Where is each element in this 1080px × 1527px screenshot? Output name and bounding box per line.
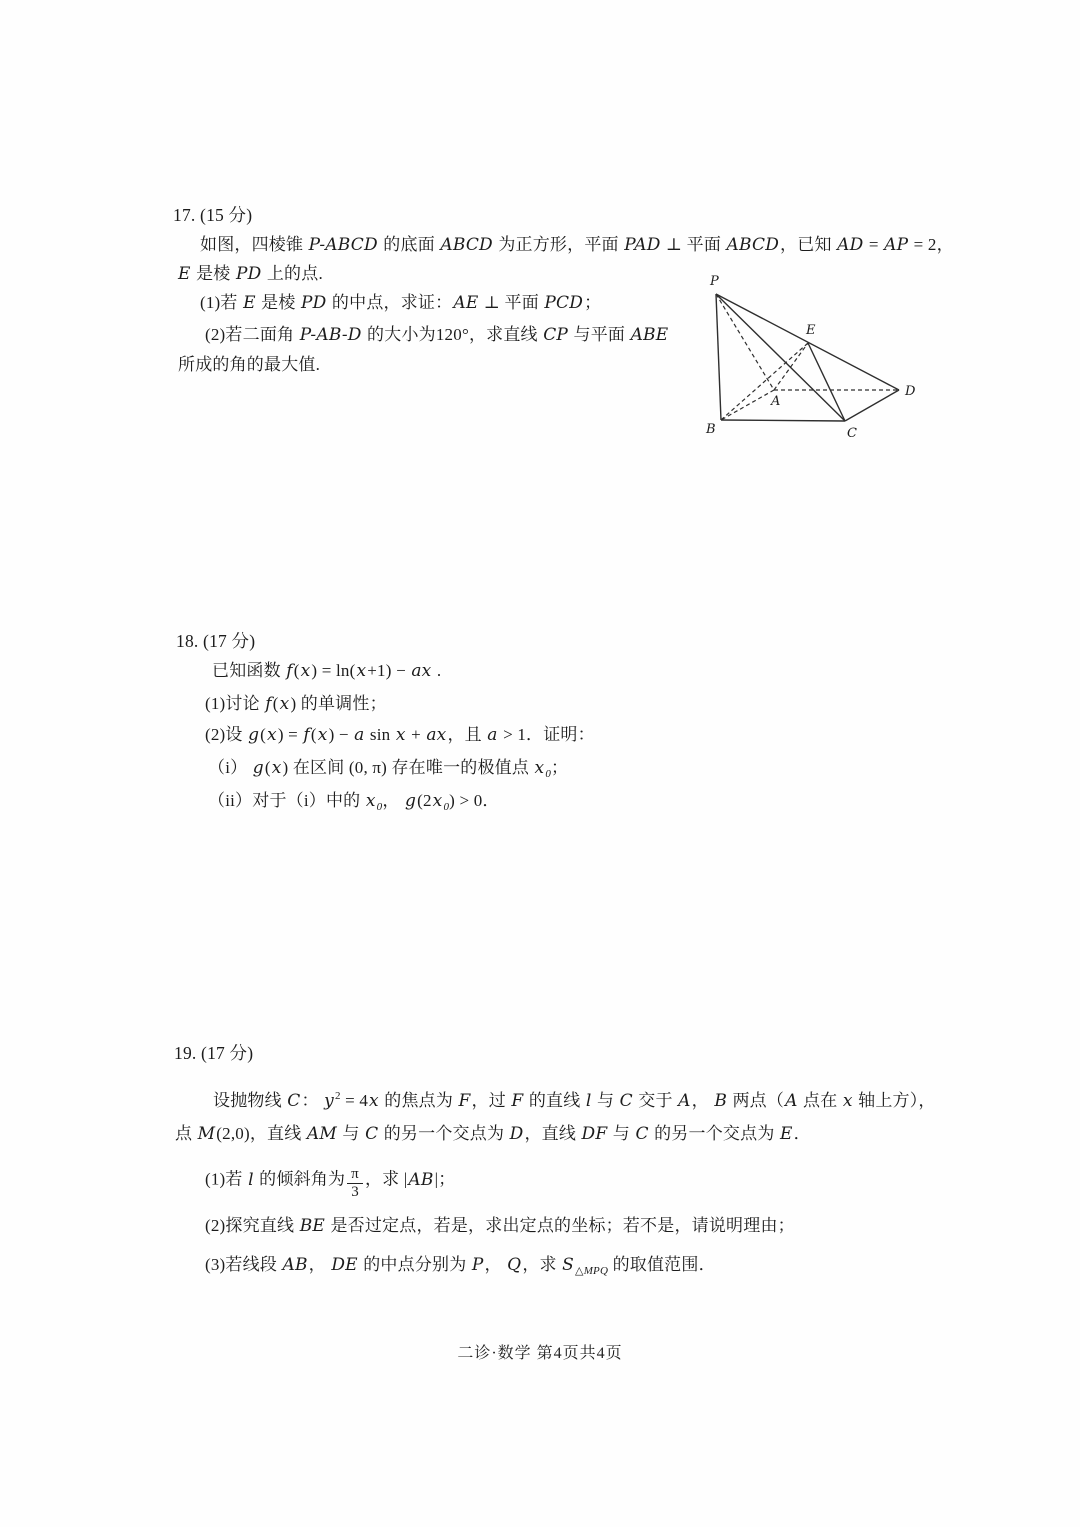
text-segment: f	[286, 661, 293, 681]
text-segment: x	[369, 1091, 379, 1111]
text-segment: ；	[551, 758, 569, 777]
text-segment: (2	[417, 791, 432, 810]
text-segment: x	[534, 758, 545, 778]
text-segment: 点	[175, 1124, 197, 1143]
text-segment: (	[264, 758, 271, 777]
text-segment: x	[300, 661, 311, 681]
text-segment: AE	[453, 293, 479, 313]
text-segment: ) = ln(	[311, 661, 356, 680]
text-segment: l	[248, 1169, 254, 1190]
text-segment: ax	[411, 661, 432, 681]
text-segment: F	[458, 1091, 471, 1111]
text-segment: ，	[484, 1255, 507, 1274]
vertex-label-D: D	[905, 384, 916, 399]
vertex-label-E: E	[806, 323, 816, 338]
text-segment: F	[511, 1091, 524, 1111]
text-segment: 的直线	[524, 1091, 585, 1110]
text-segment: (1)讨论	[205, 694, 265, 713]
text-segment: ABE	[630, 325, 669, 345]
text-segment: = 4	[340, 1091, 369, 1110]
edge-AE-hidden	[774, 343, 808, 390]
edge-CD	[845, 390, 899, 421]
text-segment: x	[432, 791, 443, 811]
text-segment: P	[471, 1255, 484, 1275]
text-segment: ABCD	[726, 235, 780, 255]
text-segment: S	[562, 1255, 575, 1275]
text-segment: (	[310, 725, 317, 744]
text-segment: ，直线	[524, 1124, 581, 1143]
text-segment: 上的点.	[262, 264, 323, 283]
text-segment: ，过	[471, 1091, 511, 1110]
text-segment: B	[714, 1091, 728, 1111]
pyramid-figure	[692, 270, 934, 456]
text-segment: 与	[337, 1124, 365, 1143]
text-segment: D	[509, 1124, 524, 1144]
text-segment: 所成的角的最大值.	[178, 355, 321, 374]
edge-AB-hidden	[721, 390, 774, 420]
text-segment: (1)若	[205, 1169, 248, 1189]
text-segment: 与	[592, 1091, 619, 1110]
text-segment: 两点（	[728, 1091, 785, 1110]
text-segment: 0	[443, 801, 450, 813]
text-segment: ) > 0．	[449, 791, 500, 810]
text-segment: E	[178, 264, 191, 284]
text-segment: AB	[408, 1169, 434, 1190]
text-segment: (1)若	[200, 293, 243, 312]
edge-EC	[808, 343, 845, 421]
q17-part-1	[200, 290, 601, 316]
text-segment: E	[780, 1124, 793, 1144]
q17-part-2	[205, 322, 669, 348]
text-segment: DF	[581, 1124, 608, 1144]
text-segment: f	[303, 725, 310, 745]
text-segment: ，已知	[780, 235, 837, 254]
text-segment: x	[317, 725, 328, 745]
text-segment: 是棱	[191, 264, 235, 283]
text-segment: 的另一个交点为	[379, 1124, 509, 1143]
text-segment: C	[619, 1091, 633, 1111]
text-segment: （ii）对于（i）中的	[208, 791, 365, 810]
text-segment: (	[260, 725, 267, 744]
q17-intro-line-1	[200, 232, 954, 258]
page-footer: 二诊·数学 第4页共4页	[457, 1345, 623, 1362]
text-segment: Q	[507, 1255, 522, 1275]
q18-part-1	[205, 691, 387, 717]
text-segment: ) 的单调性；	[290, 694, 387, 713]
text-segment: (2)设	[205, 725, 248, 744]
text-segment: x	[356, 661, 367, 681]
text-segment: (	[293, 661, 300, 680]
text-segment: a	[354, 725, 365, 745]
text-segment: C	[365, 1124, 379, 1144]
text-segment: 是棱	[256, 293, 301, 312]
text-segment: ) −	[328, 725, 354, 744]
text-segment: ABCD	[440, 235, 493, 255]
text-segment: 的中点，求证：	[327, 293, 453, 312]
text-segment: ，且	[447, 725, 487, 744]
text-segment: ，求 |	[364, 1169, 408, 1189]
text-segment: (	[272, 694, 279, 713]
vertex-label-A: A	[771, 394, 781, 409]
text-segment: (2)若二面角	[205, 325, 299, 344]
text-segment: PAD	[624, 235, 661, 255]
text-segment: x	[395, 725, 406, 745]
text-segment: ：	[301, 1091, 324, 1110]
text-segment: y	[324, 1091, 334, 1111]
edge-PD	[716, 294, 899, 390]
text-segment: 如图，四棱锥	[200, 235, 308, 254]
text-segment: 的大小为120°，求直线	[362, 325, 543, 344]
text-segment: =	[864, 235, 884, 254]
text-segment: x	[279, 694, 290, 714]
text-segment: (3)若线段	[205, 1255, 282, 1274]
text-segment: ，求	[522, 1255, 562, 1274]
text-segment: ，	[382, 791, 404, 810]
text-segment: 轴上方），	[853, 1091, 936, 1110]
edge-PC	[716, 294, 845, 421]
text-segment: ) =	[277, 725, 303, 744]
q18-heading: 18. (17 分)	[176, 631, 256, 651]
text-segment: △MPQ	[575, 1265, 609, 1277]
text-segment: > 1．证明：	[498, 725, 595, 744]
text-segment: E	[243, 293, 256, 313]
text-segment: ax	[426, 725, 447, 745]
text-segment: f	[265, 694, 272, 714]
text-segment: g	[404, 791, 417, 811]
text-segment: A	[785, 1091, 798, 1111]
text-segment: 是否过定点，若是，求出定点的坐标；若不是，请说明理由；	[326, 1216, 795, 1235]
q19-heading: 19. (17 分)	[174, 1043, 254, 1063]
text-segment: x	[842, 1091, 853, 1111]
text-segment: C	[635, 1124, 649, 1144]
text-segment: P-AB-D	[299, 325, 362, 345]
text-segment: (2,0)，直线	[216, 1124, 306, 1143]
text-segment: g	[248, 725, 260, 745]
text-segment: g	[252, 758, 264, 778]
text-segment: 设抛物线	[213, 1091, 287, 1110]
q19-part-3	[205, 1252, 716, 1284]
pyramid-figure-svg	[692, 270, 934, 456]
edge-BE-hidden	[721, 343, 808, 420]
text-segment: M	[197, 1124, 216, 1144]
text-segment: .	[432, 661, 442, 680]
text-segment: C	[287, 1091, 301, 1111]
q18-part-2-ii	[208, 788, 500, 820]
text-segment: 0	[376, 801, 383, 813]
text-segment: 的底面	[378, 235, 440, 254]
q19-part-2	[205, 1213, 795, 1239]
text-segment: 的中点分别为	[358, 1255, 471, 1274]
text-segment: AB	[282, 1255, 308, 1275]
text-segment: ．	[793, 1124, 811, 1143]
text-segment: +	[406, 725, 426, 744]
q18-part-2	[205, 722, 595, 748]
text-segment: 已知函数	[212, 661, 286, 680]
text-segment: ，	[691, 1091, 714, 1110]
text-segment: ⊥ 平面	[661, 235, 726, 254]
text-segment: x	[365, 791, 376, 811]
text-segment: 的倾斜角为	[254, 1169, 346, 1189]
text-segment: A	[678, 1091, 691, 1111]
text-segment: l	[585, 1091, 592, 1111]
text-segment: 的焦点为	[379, 1091, 458, 1110]
text-segment: ) 在区间 (0, π) 存在唯一的极值点	[282, 758, 534, 777]
q19-intro-line-2	[175, 1121, 811, 1147]
text-segment: ；	[584, 293, 602, 312]
edge-BC	[721, 420, 845, 421]
vertex-label-B: B	[706, 422, 716, 437]
text-segment: +1) −	[367, 661, 411, 680]
text-segment: （i）	[208, 758, 252, 777]
text-segment: sin	[365, 725, 395, 744]
text-segment: 0	[545, 768, 552, 780]
text-segment: 与平面	[569, 325, 630, 344]
q19-part-1	[205, 1166, 455, 1200]
vertex-label-C: C	[847, 426, 857, 441]
fraction: $\frac{\pi}{3}$	[347, 1166, 363, 1200]
text-segment: AD	[837, 235, 864, 255]
text-segment: PD	[235, 264, 262, 284]
text-segment: DE	[331, 1255, 358, 1275]
q17-heading: 17. (15 分)	[173, 205, 253, 225]
text-segment: 与	[608, 1124, 635, 1143]
text-segment: x	[267, 725, 277, 745]
q18-part-2-i	[208, 755, 568, 787]
edge-PB	[716, 294, 721, 420]
vertex-label-P: P	[710, 274, 719, 289]
text-segment: |；	[434, 1169, 456, 1189]
text-segment: x	[271, 758, 282, 778]
text-segment: AP	[884, 235, 909, 255]
text-segment: 交于	[633, 1091, 678, 1110]
text-segment: PCD	[544, 293, 584, 313]
q19-intro-line-1	[213, 1083, 936, 1114]
text-segment: ，	[308, 1255, 331, 1274]
text-segment: (2)探究直线	[205, 1216, 299, 1235]
text-segment: AM	[306, 1124, 337, 1144]
text-segment: a	[487, 725, 498, 745]
text-segment: = 2，	[909, 235, 954, 254]
q17-intro-line-2	[177, 261, 323, 287]
text-segment: PD	[301, 293, 327, 313]
text-segment: P-ABCD	[308, 235, 378, 255]
q18-intro-line	[212, 658, 441, 684]
text-segment: 为正方形，平面	[493, 235, 624, 254]
text-segment: BE	[299, 1216, 325, 1236]
text-segment: ⊥ 平面	[479, 293, 544, 312]
text-segment: 的取值范围．	[608, 1255, 716, 1274]
text-segment: CP	[543, 325, 569, 345]
text-segment: 的另一个交点为	[649, 1124, 779, 1143]
text-segment: 点在	[798, 1091, 842, 1110]
q17-part-2-cont	[178, 352, 320, 378]
text-segment: 2	[334, 1090, 341, 1102]
